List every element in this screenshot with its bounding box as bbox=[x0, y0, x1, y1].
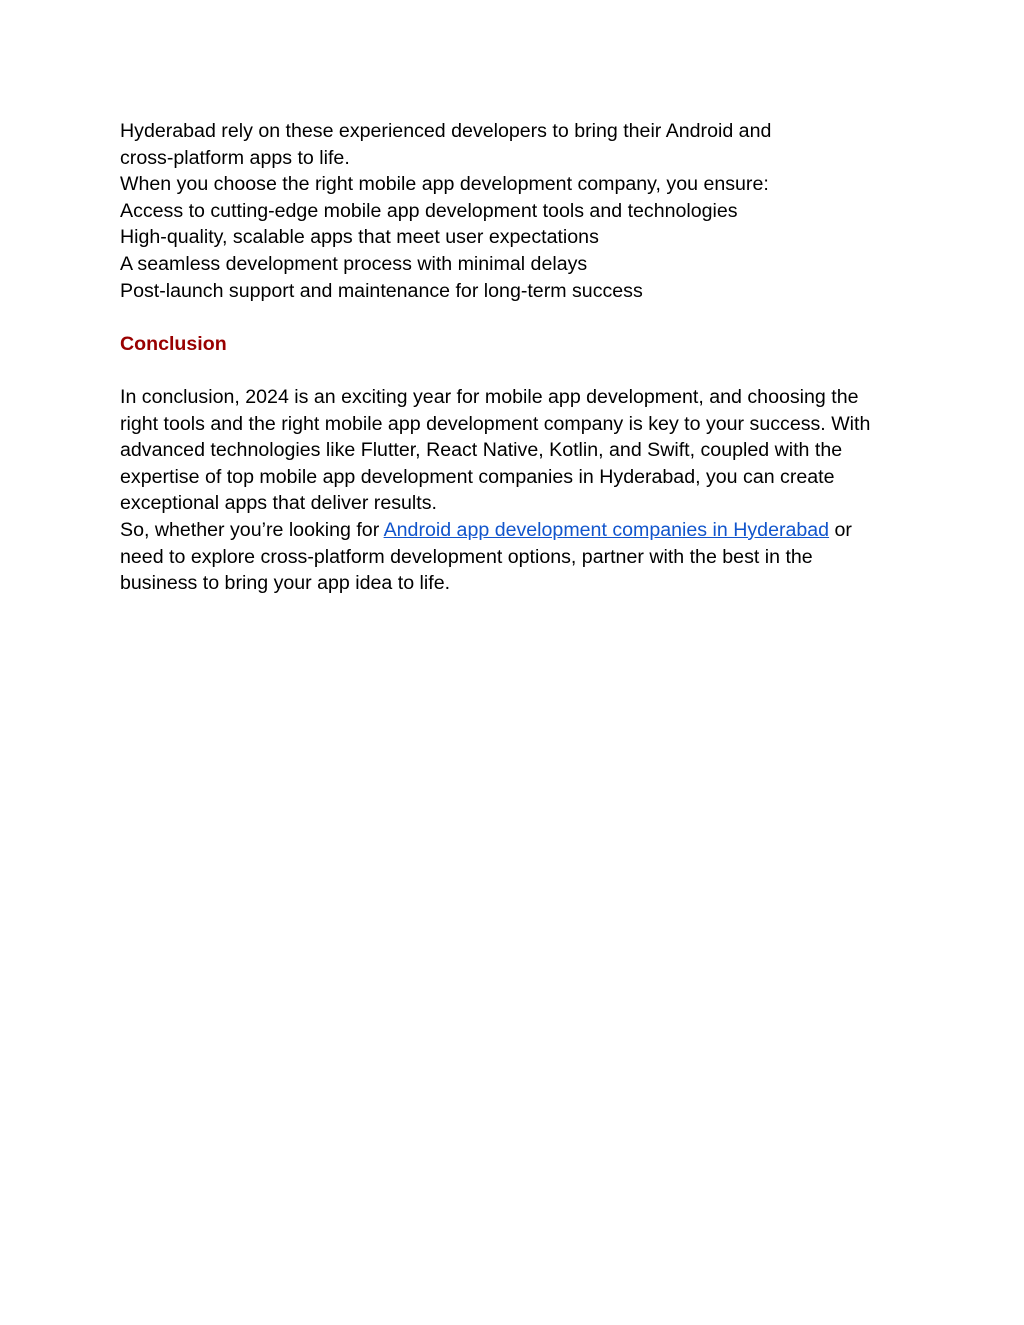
benefit-line: A seamless development process with minimal delays bbox=[120, 252, 588, 275]
document-page bbox=[120, 118, 910, 597]
intro-line: cross-platform apps to life. bbox=[120, 146, 350, 169]
android-companies-link[interactable]: Android app development companies in Hyderabad bbox=[383, 518, 830, 541]
closing-line: need to explore cross-platform development options, partner with the best in the bbox=[120, 545, 813, 568]
benefit-line: Post-launch support and maintenance for long-term success bbox=[120, 279, 643, 302]
conclusion-paragraph-line: exceptional apps that deliver results. bbox=[120, 492, 437, 515]
closing-text-before-link: So, whether you’re looking for bbox=[120, 518, 384, 541]
benefit-line: High-quality, scalable apps that meet user expectations bbox=[120, 226, 599, 249]
conclusion-paragraph-line: advanced technologies like Flutter, React Native, Kotlin, and Swift, coupled with the bbox=[120, 439, 843, 462]
paragraph-spacer bbox=[120, 357, 910, 384]
conclusion-paragraph-line: expertise of top mobile app development companies in Hyderabad, you can create bbox=[120, 465, 835, 488]
intro-line: Hyderabad rely on these experienced developers to bring their Android and bbox=[120, 120, 772, 142]
closing-line: business to bring your app idea to life. bbox=[120, 572, 451, 595]
conclusion-heading: Conclusion bbox=[120, 332, 227, 355]
conclusion-paragraph-line: In conclusion, 2024 is an exciting year for mobile app development, and choosing the bbox=[120, 385, 859, 408]
intro-line: When you choose the right mobile app development company, you ensure: bbox=[120, 173, 769, 196]
paragraph-spacer bbox=[120, 304, 910, 331]
closing-text-after-link: or bbox=[829, 518, 852, 541]
closing-line bbox=[120, 517, 910, 544]
conclusion-paragraph-line: right tools and the right mobile app development company is key to your success. With bbox=[120, 412, 871, 435]
benefit-line: Access to cutting-edge mobile app development tools and technologies bbox=[120, 199, 738, 222]
